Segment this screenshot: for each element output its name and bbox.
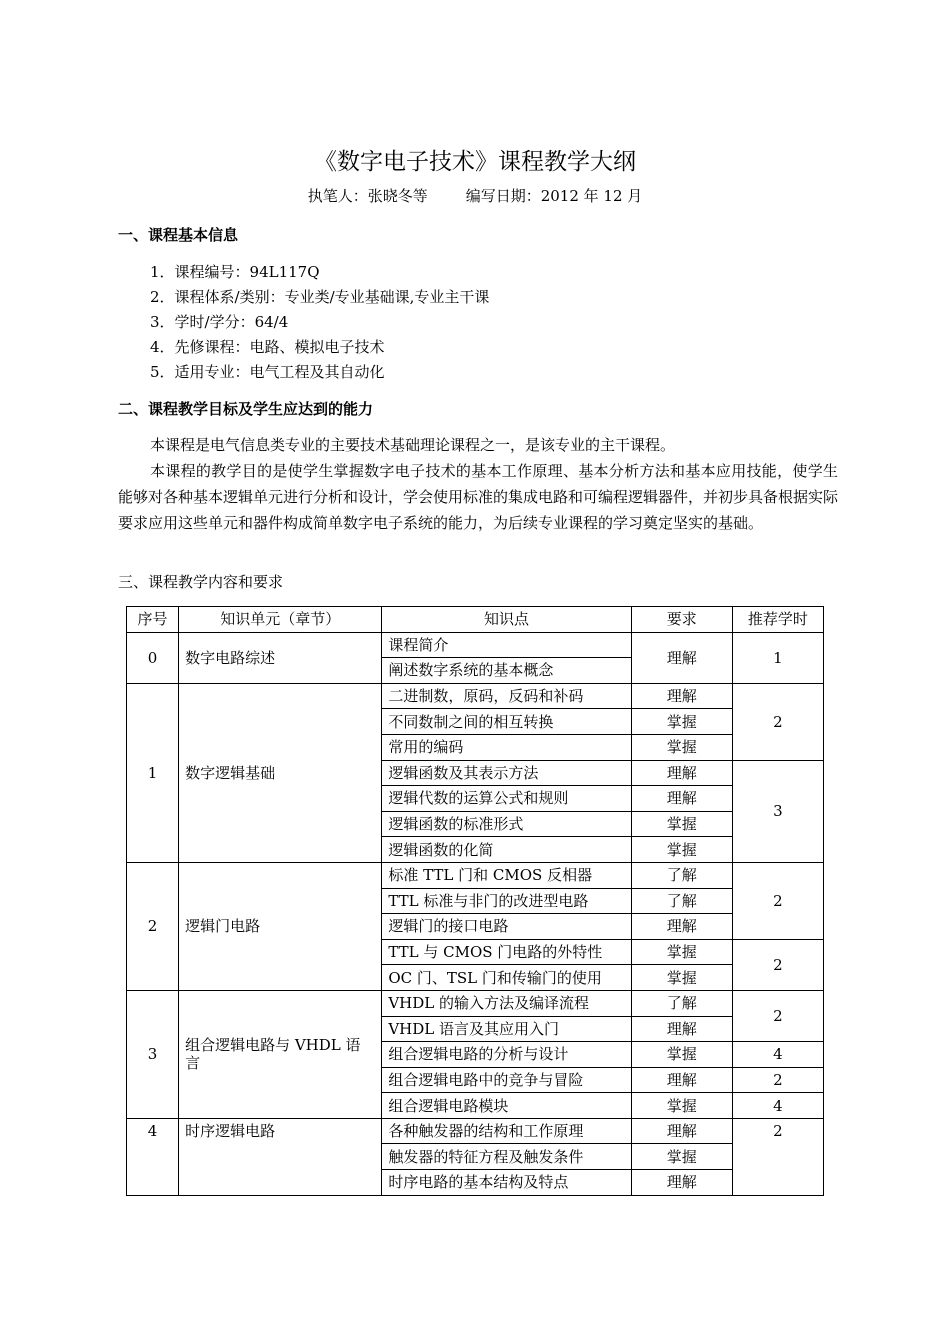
list-item: 2．课程体系/类别：专业类/专业基础课,专业主干课	[150, 288, 490, 306]
point-cell: 课程简介	[382, 632, 631, 658]
requirement-cell: 掌握	[631, 965, 732, 991]
paragraph: 本课程的教学目的是使学生掌握数字电子技术的基本工作原理、基本分析方法和基本应用技能，使学生能够对各种基本逻辑单元进行分析和设计，学会使用标准的集成电路和可编程逻辑器件，并初步具备根据实际要求应用这些单元和器件构成简单数字电子系统的能力，为后续专业课程的学习奠定坚实的基础。	[118, 462, 839, 532]
point-cell: 时序电路的基本结构及特点	[382, 1170, 631, 1196]
point-cell: OC 门、TSL 门和传输门的使用	[382, 965, 631, 991]
point-cell: 逻辑函数及其表示方法	[382, 760, 631, 786]
hours-cell: 1	[732, 632, 823, 683]
requirement-cell: 掌握	[631, 709, 732, 735]
point-cell: 常用的编码	[382, 734, 631, 760]
list-item: 5．适用专业：电气工程及其自动化	[150, 363, 385, 381]
hours-cell: 2	[732, 1067, 823, 1093]
table-row	[127, 862, 824, 888]
requirement-cell: 掌握	[631, 939, 732, 965]
requirement-cell: 掌握	[631, 1093, 732, 1119]
point-cell: 逻辑函数的化简	[382, 837, 631, 863]
requirement-cell: 理解	[631, 1067, 732, 1093]
hours-cell: 3	[732, 760, 823, 862]
seq-cell: 3	[127, 990, 179, 1118]
point-cell: 标准 TTL 门和 CMOS 反相器	[382, 862, 631, 888]
unit-cell: 数字电路综述	[179, 632, 382, 683]
document-title: 《数字电子技术》课程教学大纲	[314, 149, 636, 175]
header-cell: 推荐学时	[732, 607, 823, 633]
requirement-cell: 理解	[631, 914, 732, 940]
requirement-cell: 理解	[631, 1170, 732, 1196]
requirement-cell: 掌握	[631, 837, 732, 863]
list-item: 1．课程编号：94L117Q	[150, 263, 320, 281]
requirement-cell: 掌握	[631, 1144, 732, 1170]
section2-body	[118, 432, 838, 536]
header-cell: 序号	[127, 607, 179, 633]
table-row	[127, 683, 824, 709]
section3-heading: 三、课程教学内容和要求	[118, 573, 284, 591]
point-cell: 逻辑门的接口电路	[382, 914, 631, 940]
requirement-cell: 掌握	[631, 1042, 732, 1068]
point-cell: 组合逻辑电路中的竞争与冒险	[382, 1067, 631, 1093]
point-cell: 各种触发器的结构和工作原理	[382, 1118, 631, 1144]
seq-cell: 4	[127, 1118, 179, 1195]
paragraph: 本课程是电气信息类专业的主要技术基础理论课程之一，是该专业的主干课程。	[150, 436, 676, 454]
point-cell: 不同数制之间的相互转换	[382, 709, 631, 735]
seq-cell: 2	[127, 862, 179, 990]
author: 执笔人：张晓冬等	[307, 187, 428, 205]
requirement-cell: 理解	[631, 760, 732, 786]
requirement-cell: 掌握	[631, 734, 732, 760]
requirement-cell: 理解	[631, 786, 732, 812]
requirement-cell: 了解	[631, 888, 732, 914]
point-cell: VHDL 语言及其应用入门	[382, 1016, 631, 1042]
table-header-row	[127, 607, 824, 633]
hours-cell: 4	[732, 1093, 823, 1119]
point-cell: 组合逻辑电路模块	[382, 1093, 631, 1119]
unit-cell: 时序逻辑电路	[179, 1118, 382, 1195]
requirement-cell: 理解	[631, 1016, 732, 1042]
byline	[0, 185, 950, 206]
hours-cell: 2	[732, 1118, 823, 1195]
unit-cell: 组合逻辑电路与 VHDL 语言	[179, 990, 382, 1118]
header-cell: 要求	[631, 607, 732, 633]
requirement-cell: 了解	[631, 862, 732, 888]
header-cell: 知识点	[382, 607, 631, 633]
header-cell: 知识单元（章节）	[179, 607, 382, 633]
course-content-table	[126, 606, 824, 1196]
unit-cell: 逻辑门电路	[179, 862, 382, 990]
table-row	[127, 990, 824, 1016]
section2-heading: 二、课程教学目标及学生应达到的能力	[118, 400, 374, 418]
hours-cell: 2	[732, 990, 823, 1041]
table-row	[127, 1118, 824, 1144]
requirement-cell: 理解	[631, 632, 732, 683]
hours-cell: 2	[732, 939, 823, 990]
hours-cell: 4	[732, 1042, 823, 1068]
section1-heading: 一、课程基本信息	[118, 226, 239, 244]
point-cell: TTL 标准与非门的改进型电路	[382, 888, 631, 914]
seq-cell: 1	[127, 683, 179, 862]
hours-cell: 2	[732, 862, 823, 939]
table-row	[127, 632, 824, 658]
point-cell: VHDL 的输入方法及编译流程	[382, 990, 631, 1016]
unit-cell: 数字逻辑基础	[179, 683, 382, 862]
date: 编写日期：2012 年 12 月	[465, 187, 643, 205]
point-cell: 组合逻辑电路的分析与设计	[382, 1042, 631, 1068]
list-item: 3．学时/学分：64/4	[150, 313, 289, 331]
list-item: 4．先修课程：电路、模拟电子技术	[150, 338, 385, 356]
course-info-list	[150, 260, 489, 385]
point-cell: 二进制数，原码，反码和补码	[382, 683, 631, 709]
requirement-cell: 理解	[631, 1118, 732, 1144]
point-cell: 触发器的特征方程及触发条件	[382, 1144, 631, 1170]
seq-cell: 0	[127, 632, 179, 683]
point-cell: TTL 与 CMOS 门电路的外特性	[382, 939, 631, 965]
requirement-cell: 掌握	[631, 811, 732, 837]
requirement-cell: 理解	[631, 683, 732, 709]
point-cell: 逻辑代数的运算公式和规则	[382, 786, 631, 812]
point-cell: 逻辑函数的标准形式	[382, 811, 631, 837]
point-cell: 阐述数字系统的基本概念	[382, 658, 631, 684]
requirement-cell: 了解	[631, 990, 732, 1016]
hours-cell: 2	[732, 683, 823, 760]
